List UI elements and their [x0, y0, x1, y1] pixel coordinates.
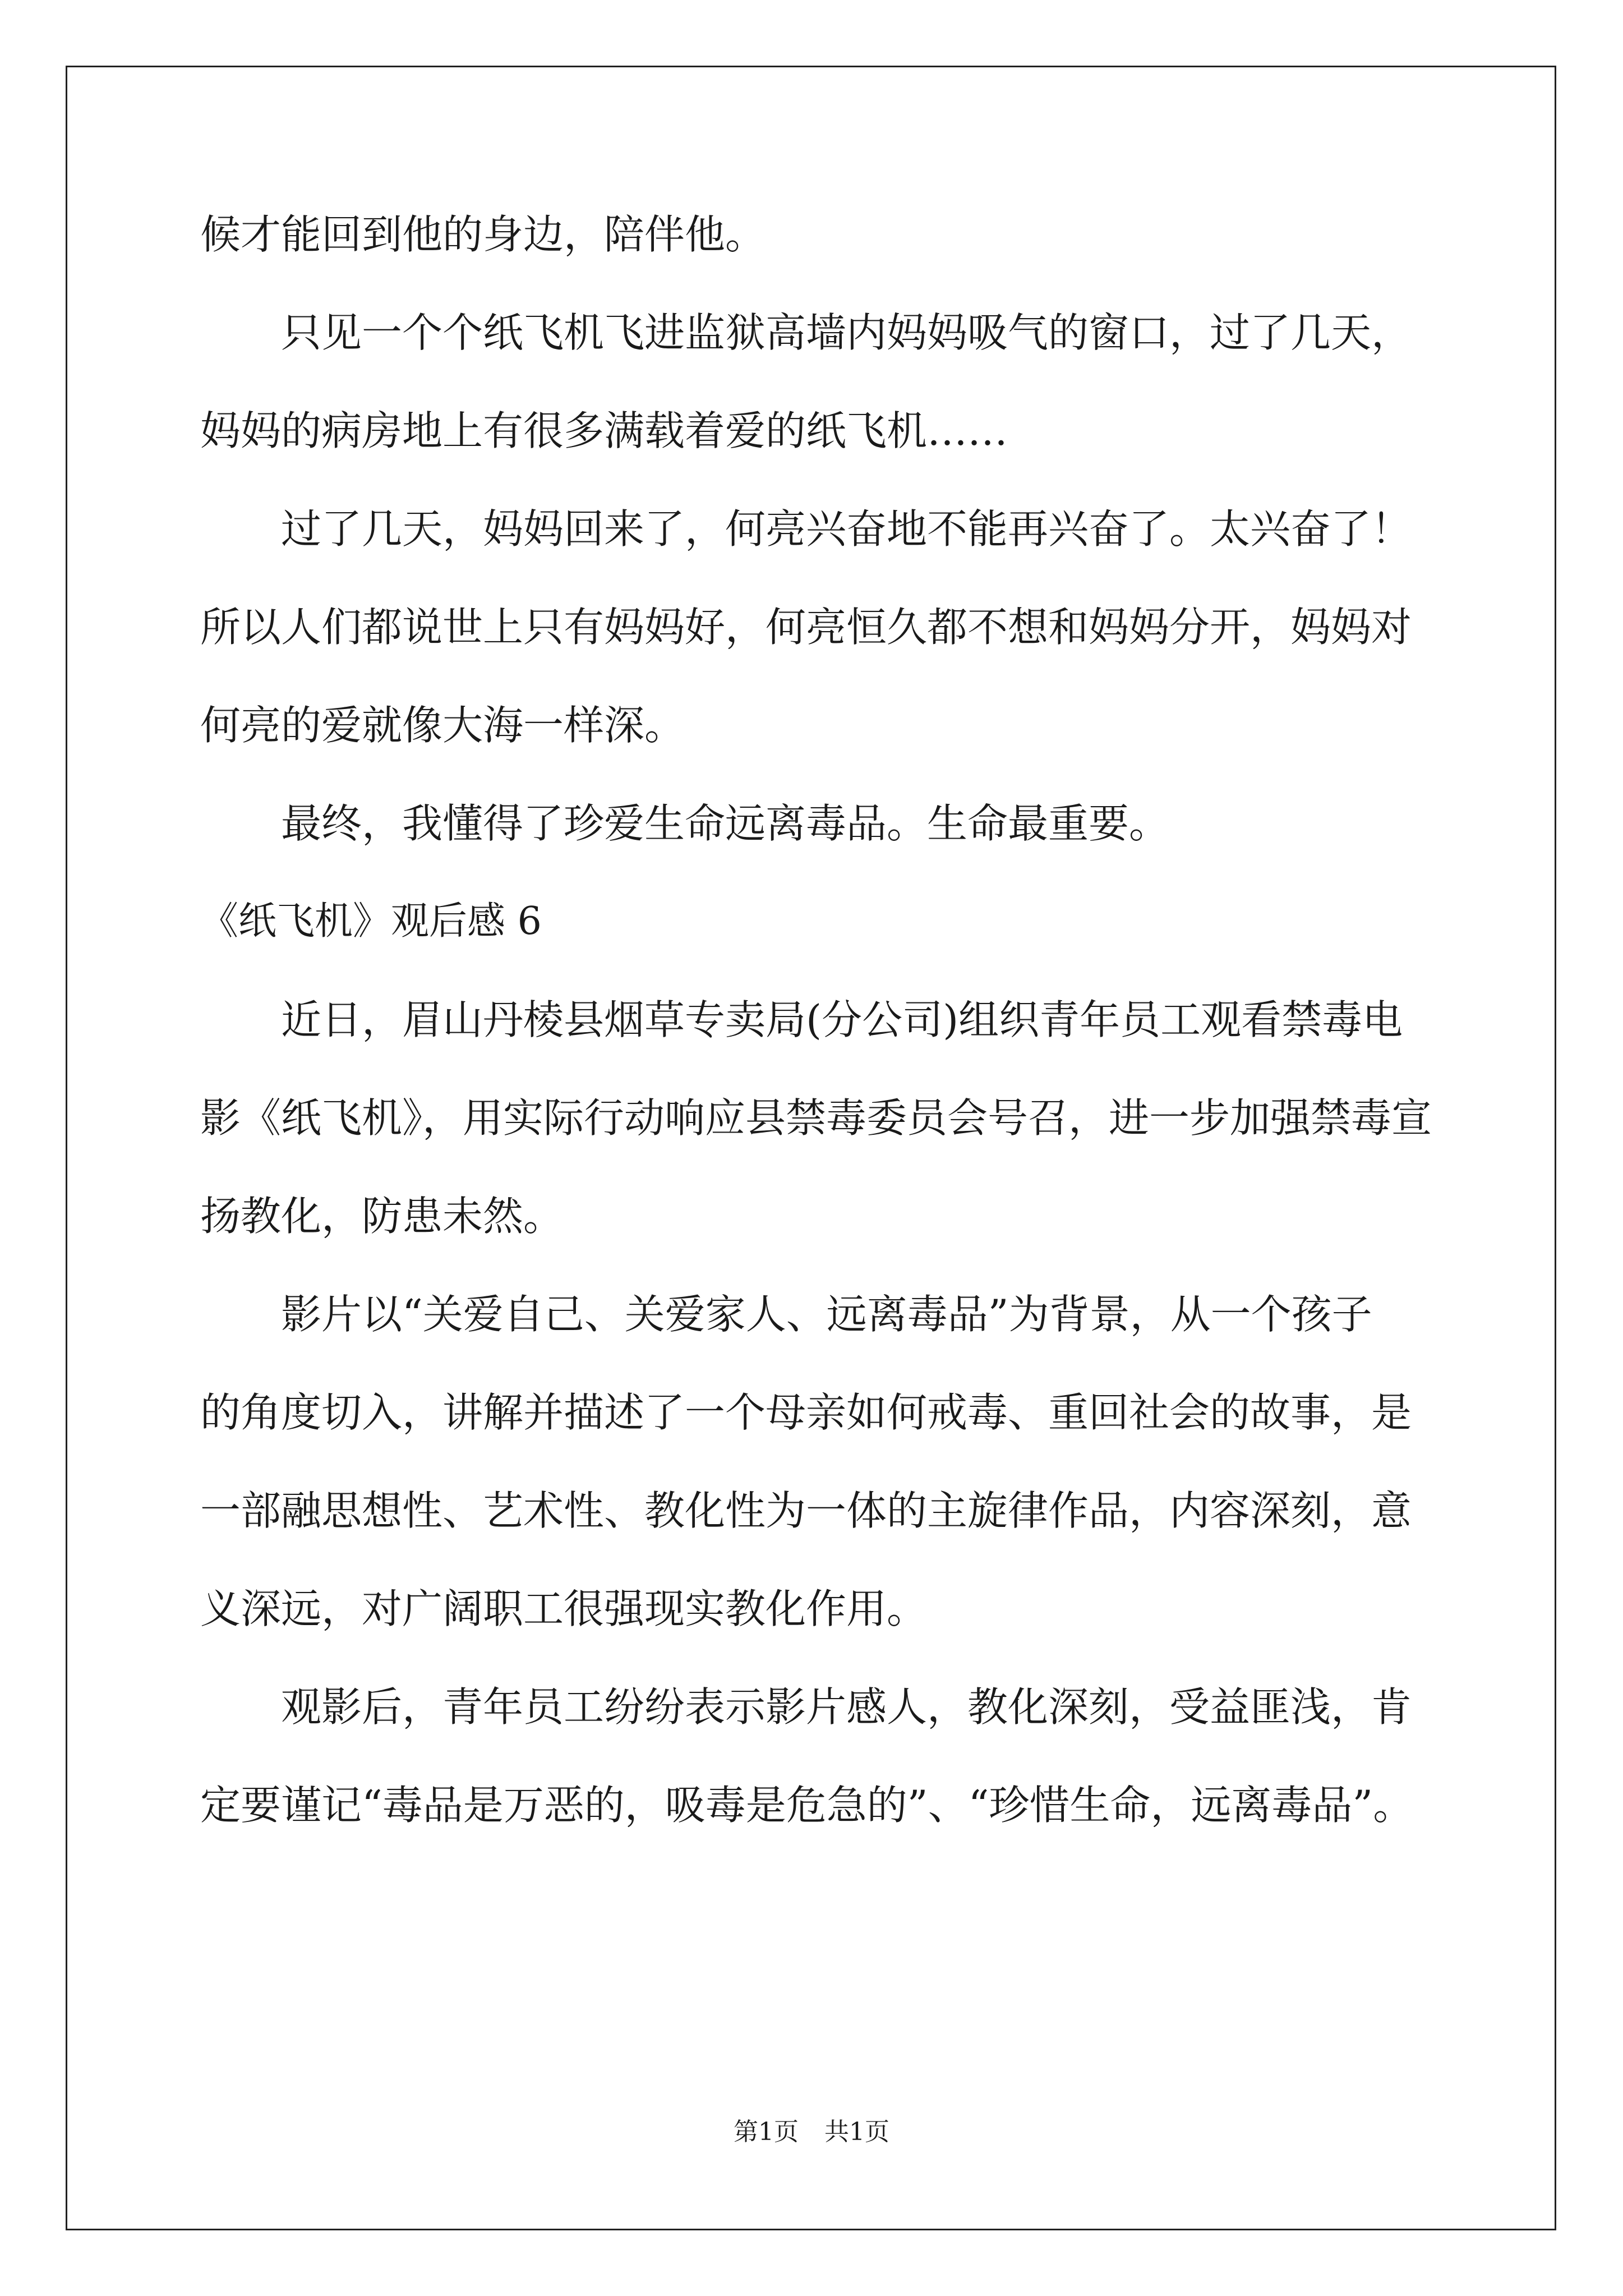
text-line: 候才能回到他的身边，陪伴他。	[200, 211, 766, 258]
section-heading: 《纸飞机》观后感 6	[200, 899, 542, 944]
text-line: 义深远，对广阔职工很强现实教化作用。	[200, 1585, 928, 1632]
text-line: 定要谨记“毒品是万恶的，吸毒是危急的”、“珍惜生命，远离毒品”。	[200, 1782, 1414, 1829]
paragraph-first-line: 近日，眉山丹棱县烟草专卖局(分公司)组织青年员工观看禁毒电	[281, 996, 1403, 1043]
page-number: 第1页	[734, 2118, 799, 2146]
document-body	[200, 208, 1434, 1832]
text-line: 所以人们都说世上只有妈妈好，何亮恒久都不想和妈妈分开，妈妈对	[200, 604, 1412, 651]
paragraph-first-line: 过了几天，妈妈回来了，何亮兴奋地不能再兴奋了。太兴奋了！	[281, 505, 1412, 553]
page-footer	[0, 2115, 1623, 2149]
paragraph-first-line: 观影后，青年员工纷纷表示影片感人，教化深刻，受益匪浅，肯	[281, 1683, 1412, 1731]
text-line: 扬教化，防患未然。	[200, 1193, 564, 1240]
paragraph-first-line: 最终，我懂得了珍爱生命远离毒品。生命最重要。	[281, 800, 1170, 847]
paragraph-first-line: 只见一个个纸飞机飞进监狱高墙内妈妈吸气的窗口，过了几天，	[281, 309, 1412, 356]
text-line: 何亮的爱就像大海一样深。	[200, 702, 685, 749]
text-line: 的角度切入，讲解并描述了一个母亲如何戒毒、重回社会的故事，是	[200, 1389, 1412, 1436]
paragraph-first-line: 影片以“关爱自己、关爱家人、远离毒品”为背景，从一个孩子	[281, 1291, 1372, 1338]
page-total: 共1页	[824, 2118, 889, 2146]
text-line: 影《纸飞机》，用实际行动响应县禁毒委员会号召，进一步加强禁毒宣	[200, 1094, 1432, 1142]
text-line: 一部融思想性、艺术性、教化性为一体的主旋律作品，内容深刻，意	[200, 1487, 1412, 1534]
text-line: 妈妈的病房地上有很多满载着爱的纸飞机……	[200, 407, 1008, 454]
